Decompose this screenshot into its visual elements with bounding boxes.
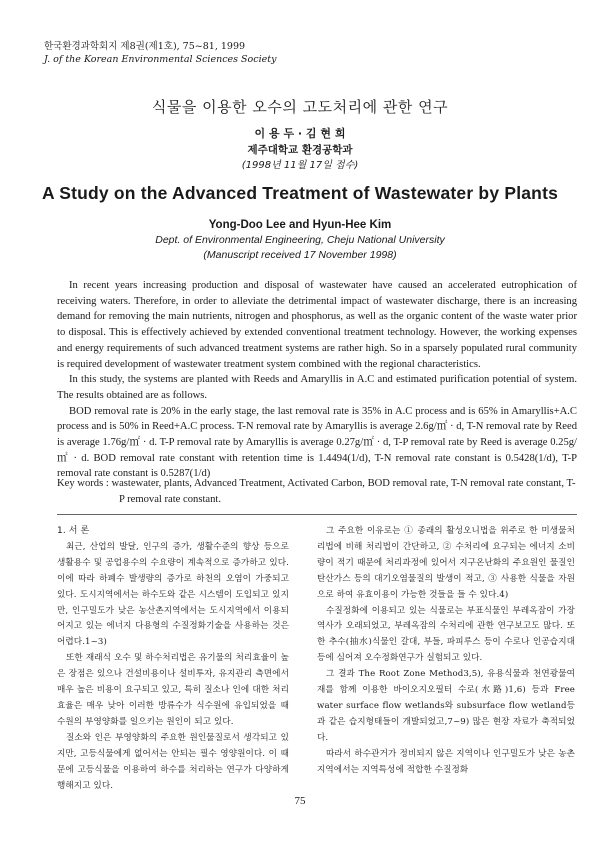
journal-name: J. of the Korean Environmental Sciences Society <box>44 54 277 65</box>
english-institution: Dept. of Environmental Engineering, Cheju National University <box>155 234 445 246</box>
keywords-text: wastewater, plants, Advanced Treatment, Activated Carbon, BOD removal rate, T-N removal rate constant, T-P removal rate constant. <box>111 478 576 505</box>
english-authors: Yong-Doo Lee and Hyun-Hee Kim <box>208 219 392 231</box>
abstract-paragraph-1: In recent years increasing production and disposal of wastewater have caused an accelerated eutrophication of receiving waters. Therefore, in order to alleviate the detrimental impact of wastewater discharge, there is an increasing demand for removing the main nutrients, nitrogen and phosphorus, as well as the organic content of the waste water prior to disposal. This is effectively achieved by extended conventional treatment technology. However, the working expenses and energy requirements of such advanced treatment systems are rather high. So in a sparsely populated rural community is required development of wastewater treatment system combined with the regional characteristics. <box>57 280 577 370</box>
english-author-block <box>0 218 600 263</box>
keywords-block <box>57 476 577 507</box>
page-number: 75 <box>294 795 306 807</box>
body-paragraph: 최근, 산업의 발달, 인구의 증가, 생활수준의 향상 등으로 생활용수 및 공업용수의 수요량이 계속적으로 증가하고 있다. 이에 따라 하폐수 발생량의 증가로 하천의 오염이 가중되고 있다. 도시지역에서는 하수도와 같은 시스템이 도입되고 있지만, 인구밀도가 낮은 농산촌지역에서는 도시지역에서 이용되어지고 있는 에너지 다용형의 수질정화기술을 사용하는 것은 어렵다.1~3) <box>57 541 289 648</box>
body-paragraph: 수질정화에 이용되고 있는 식물로는 부표식물인 부레옥잠이 가장 역사가 오래되었고, 부레옥잠의 수처리에 관한 연구보고도 많다. 또한 추수(抽水)식물인 갈대, 부들, 파피루스 등이 수로나 인공습지대 등에 심어져 오수정화연구가 실험되고 있다. <box>317 605 575 664</box>
body-paragraph: 질소와 인은 부영양화의 주요한 원인물질로서 생각되고 있지만, 고등식물에게 없어서는 안되는 필수 영양원이다. 이 때문에 고등식물을 이용하여 하수를 처리하는 연구가 다양하게 행해지고 있다. <box>57 732 289 791</box>
abstract-paragraph-2: In this study, the systems are planted with Reeds and Amaryllis in A.C and estimated purification potential of system. The results obtained are as follows. <box>57 374 577 401</box>
english-title: A Study on the Advanced Treatment of Wastewater by Plants <box>41 183 559 203</box>
body-paragraph: 그 결과 The Root Zone Method3,5), 유용식물과 천연광물여재를 함께 이용한 바이오지오필터 수로(水路)1,6) 등과 Free water surface flow wetlands와 subsurface flow wetland등과 같은 습지형태들이 개발되었고,7~9) 많은 현장 자료가 축적되었다. <box>317 669 575 743</box>
body-column-right <box>317 524 575 779</box>
korean-institution: 제주대학교 환경공학과 <box>247 144 353 156</box>
section-divider <box>57 514 577 515</box>
korean-received-date: (1998년 11월 17일 접수) <box>241 160 359 171</box>
journal-citation: 한국환경과학회지 제8권(제1호), 75~81, 1999 <box>44 41 246 52</box>
body-paragraph: 또한 재래식 오수 및 하수처리법은 유기물의 처리효율이 높은 장점은 있으나 건설비용이나 설비투자, 유지관리 측면에서 매우 높은 비용이 요구되고 있고, 특히 질소나 인에 대한 처리효율은 매우 낮아 이러한 방류수가 식수원에 유입되었을 때 수원의 부영양화를 일으키는 원인이 되고 있다. <box>57 653 289 727</box>
keywords-label: Key words : <box>57 478 109 489</box>
body-paragraph: 따라서 하수관거가 정비되지 않은 지역이나 인구밀도가 낮은 농촌지역에서는 지역특성에 적합한 수질정화 <box>317 748 575 775</box>
korean-authors: 이 용 두 · 김 현 희 <box>254 127 346 140</box>
journal-header <box>44 40 276 66</box>
abstract-paragraph-3: BOD removal rate is 20% in the early stage, the last removal rate is 35% in A.C process and is 65% in Amaryllis+A.C process and is 50% in Reed+A.C process. T-N removal rate by Amaryllis is average 2.6g/㎡ · d, T-N removal rate by Reed is average 1.76g/㎡ · d. T-P removal rate by Amaryllis is average 0.27g/㎡ · d, T-P removal rate by Reed is average 0.25g/㎡ · d. BOD removal rate constant with retention time is 1.4494(1/d), T-N removal rate constant is 0.5428(1/d), T-P removal rate constant is 0.5287(1/d) <box>57 405 577 480</box>
korean-author-block <box>0 126 600 174</box>
section-heading-introduction: 1. 서 론 <box>57 526 90 536</box>
body-paragraph: 그 주요한 이유로는 ① 종래의 활성오니법을 위주로 한 미생물처리법에 비해 처리법이 간단하고, ② 수처리에 요구되는 에너지 소비량이 적기 때문에 처리과정에 있어서 지구온난화의 주요원인 물질인 탄산가스 등의 대기오염물질의 발생이 적고, ③ 사용한 식물을 자원으로 하여 유효이용이 가능한 것들을 들 수 있다.4) <box>317 526 575 600</box>
korean-title: 식물을 이용한 오수의 고도처리에 관한 연구 <box>151 98 449 116</box>
body-column-left <box>57 524 289 794</box>
english-received-date: (Manuscript received 17 November 1998) <box>203 249 397 261</box>
abstract <box>57 278 577 482</box>
